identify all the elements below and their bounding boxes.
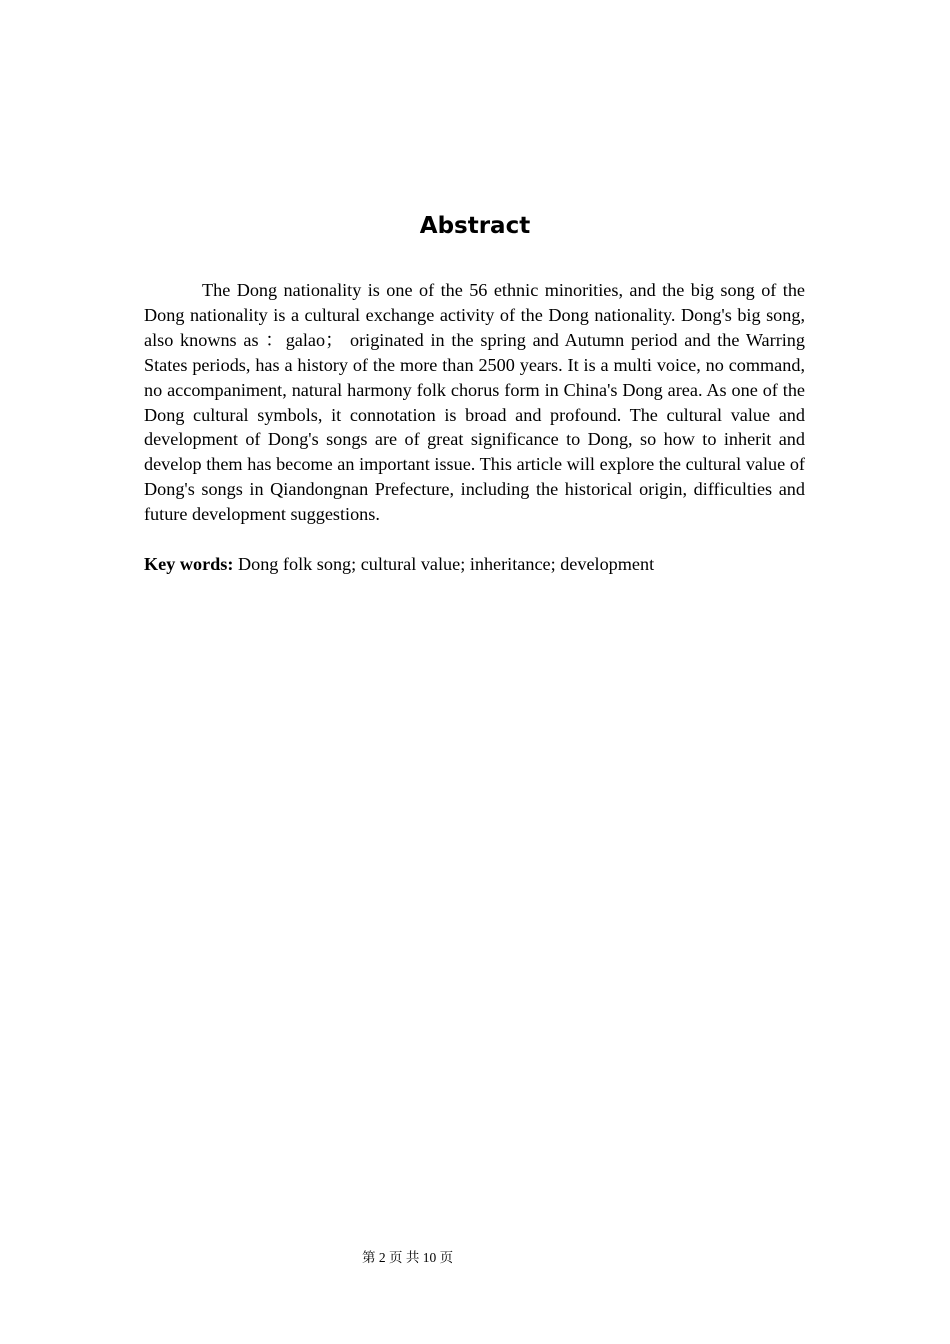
keywords-line bbox=[144, 552, 805, 577]
keywords-label: Key words: bbox=[144, 554, 234, 574]
page-number-footer: 第 2 页 共 10 页 bbox=[362, 1250, 454, 1265]
abstract-heading: Abstract bbox=[419, 213, 531, 239]
keywords-text: Dong folk song; cultural value; inheritance; development bbox=[237, 554, 655, 574]
abstract-body: The Dong nationality is one of the 56 ethnic minorities, and the big song of the Dong nationality is a cultural exchange activity of the Dong nationality. Dong's big song, also knowns as ：galao； originated in the spring and Autumn period and the Warring States periods, has a history of the more than 2500 years. It is a multi voice, no command, no accompaniment, natural harmony folk chorus form in China's Dong area. As one of the Dong cultural symbols, it connotation is broad and profound. The cultural value and development of Dong's songs are of great significance to Dong, so how to inherit and develop them has become an important issue. This article will explore the cultural value of Dong's songs in Qiandongnan Prefecture, including the historical origin, difficulties and future development suggestions. bbox=[144, 280, 805, 525]
